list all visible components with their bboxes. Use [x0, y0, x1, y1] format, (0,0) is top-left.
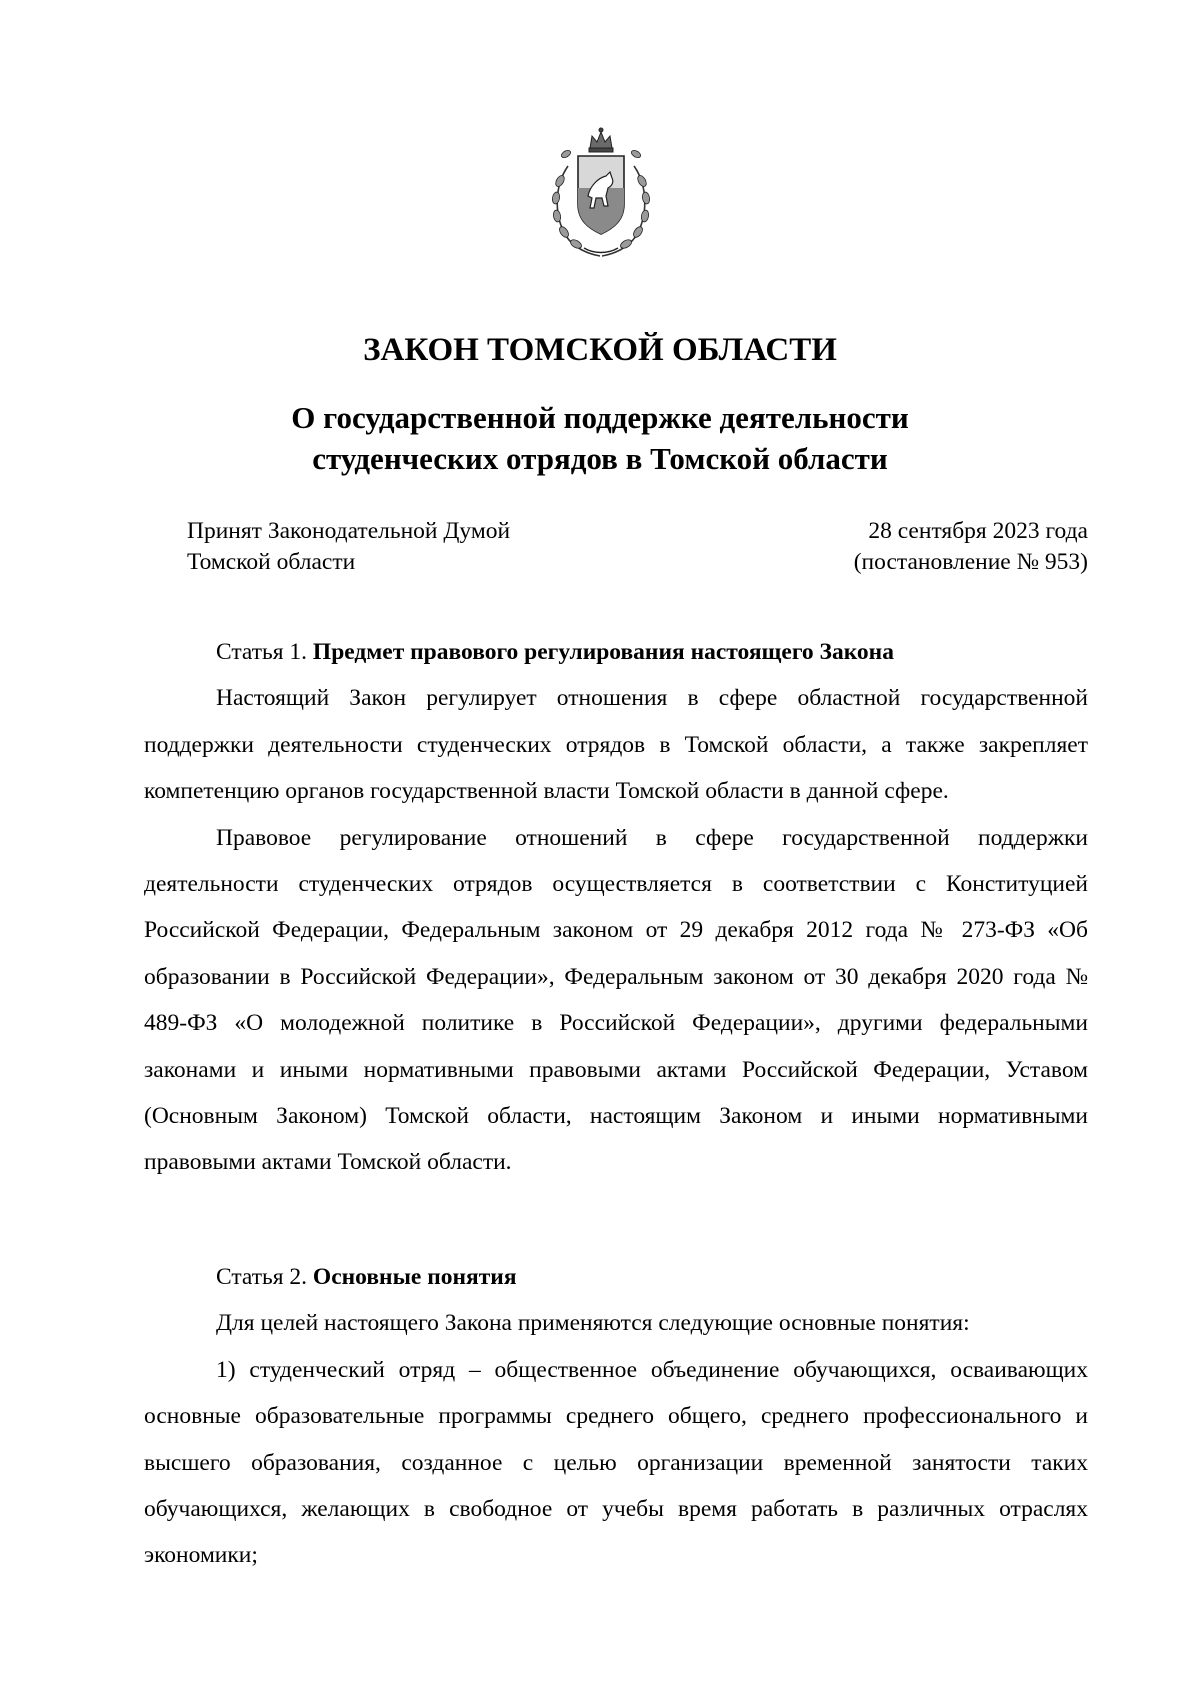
tomsk-coat-of-arms-icon	[548, 126, 654, 262]
article-1	[144, 629, 1088, 1186]
law-subtitle-line-1: О государственной поддержке деятельности	[291, 400, 909, 435]
adopted-by-line-2: Томской области	[187, 549, 356, 575]
adopted-by	[187, 516, 510, 578]
article-2-number: Статья 2.	[216, 1264, 308, 1290]
law-subtitle-line-2: студенческих отрядов в Томской области	[312, 441, 888, 476]
article-1-paragraph-2: Правовое регулирование отношений в сфере государственной поддержки деятельности студенческих отрядов осуществляется в соответствии с Конституцией Российской Федерации, Федеральным законом от 29 декабря 2012 года № 273-ФЗ «Об образовании в Российской Федерации», Федеральным законом от 30 декабря 2020 года № 489-ФЗ «О молодежной политике в Российской Федерации», другими федеральными законами и иными нормативными правовыми актами Российской Федерации, Уставом (Основным Законом) Томской области, настоящим Законом и иными нормативными правовыми актами Томской области.	[144, 824, 1088, 1176]
article-2	[144, 1254, 1088, 1579]
article-1-paragraph-1: Настоящий Закон регулирует отношения в сфере областной государственной поддержки деятельности студенческих отрядов в Томской области, а также закрепляет компетенцию органов государственной власти Томской области в данной сфере.	[144, 685, 1088, 805]
article-2-definition-1: 1) студенческий отряд – общественное объединение обучающихся, осваивающих основные образовательные программы среднего общего, среднего профессионального и высшего образования, созданное с целью организации временной занятости таких обучающихся, желающих в свободное от учебы время работать в различных отраслях экономики;	[144, 1356, 1088, 1569]
article-2-title: Основные понятия	[312, 1264, 517, 1290]
article-1-number: Статья 1.	[216, 639, 308, 665]
law-title: ЗАКОН ТОМСКОЙ ОБЛАСТИ	[363, 332, 837, 368]
adopted-by-line-1: Принят Законодательной Думой	[187, 518, 511, 544]
adoption-date-block	[854, 516, 1088, 578]
article-1-title: Предмет правового регулирования настоящего Закона	[312, 639, 894, 665]
article-2-paragraph-1: Для целей настоящего Закона применяются следующие основные понятия:	[216, 1310, 970, 1337]
resolution-number: (постановление № 953)	[853, 549, 1088, 575]
article-1-heading	[144, 629, 1088, 675]
adoption-date: 28 сентября 2023 года	[868, 518, 1088, 544]
law-subtitle	[0, 397, 1200, 479]
article-2-heading	[144, 1254, 1088, 1300]
